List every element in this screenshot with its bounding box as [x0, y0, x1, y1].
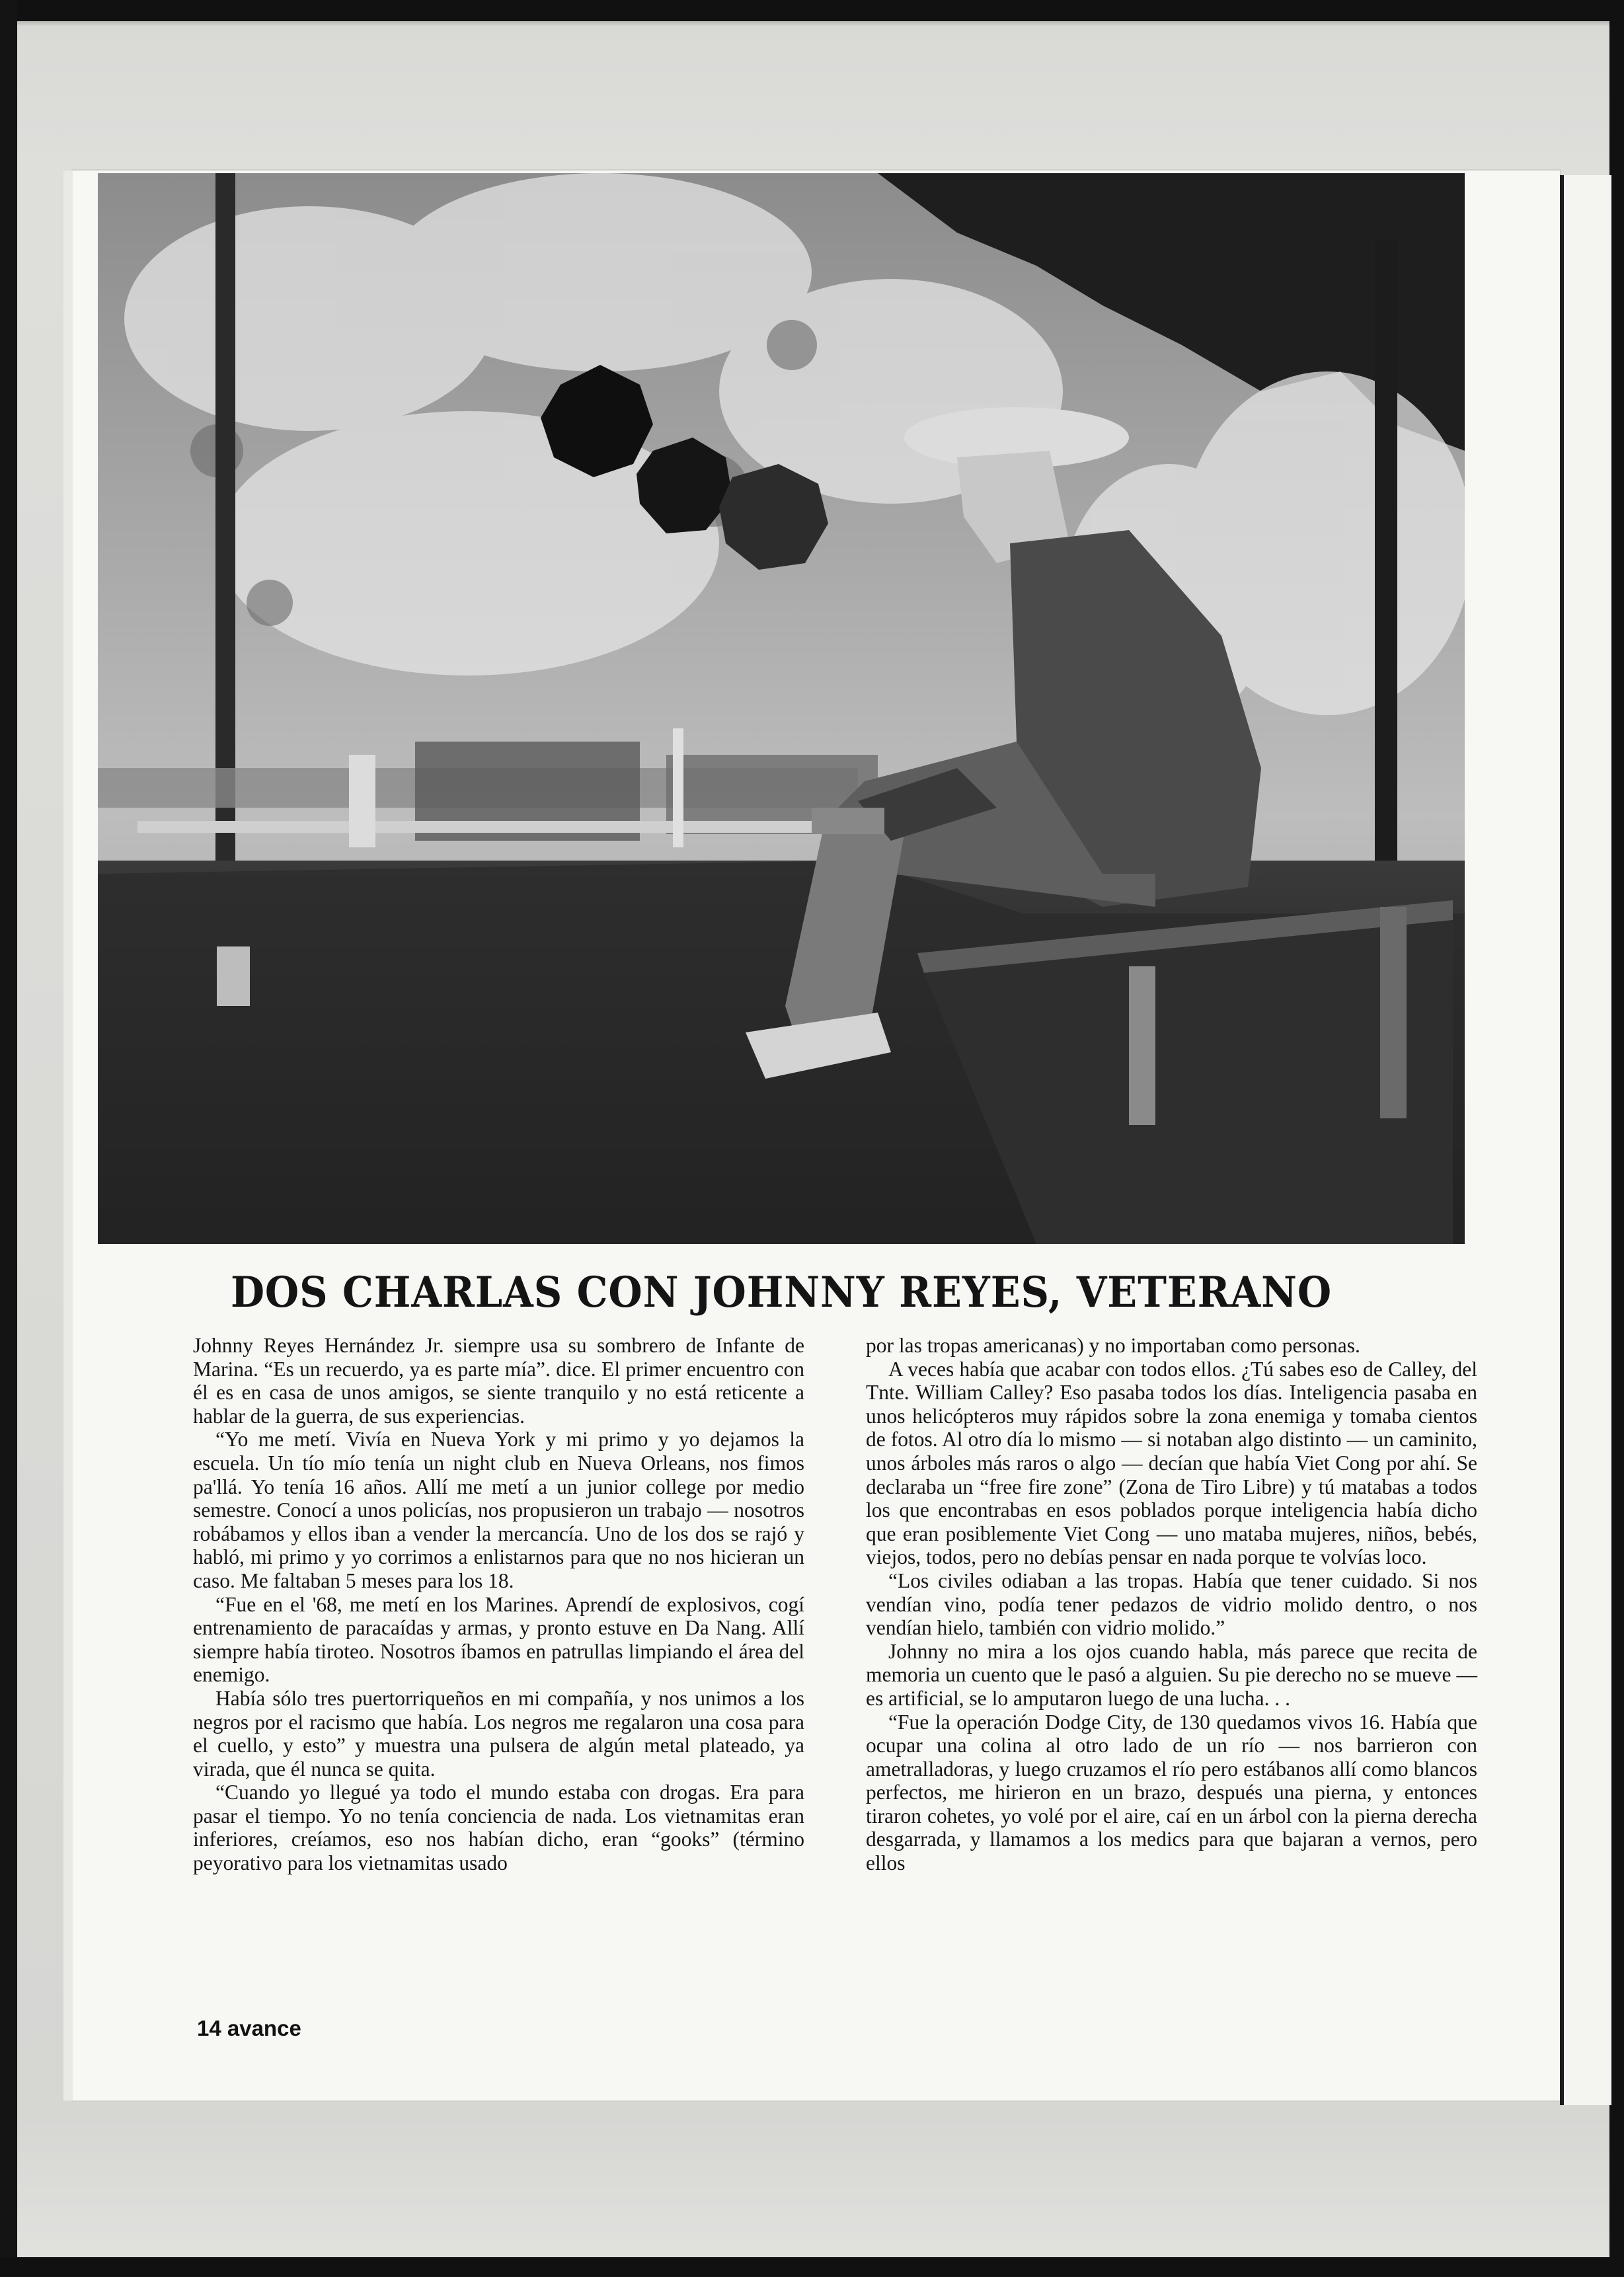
paragraph: “Yo me metí. Vivía en Nueva York y mi primo y yo dejamos la escuela. Un tío mío tenía un night club en Nueva Orleans, nos fimos pa'llá. Yo tenía 16 años. Allí me metí a un junior college por medio semestre. Conocí a unos policías, nos propusieron un trabajo — nosotros robábamos y ellos iban a vender la mercancía. Uno de los dos se rajó y habló, mi primo y yo corrimos a enlistarnos para que no nos hicieran un caso. Me faltaban 5 meses para los 18. [193, 1428, 804, 1592]
article-column-left [193, 1334, 804, 1875]
paragraph: “Cuando yo llegué ya todo el mundo estaba con drogas. Era para pasar el tiempo. Yo no tenía conciencia de nada. Los vietnamitas eran inferiores, creíamos, eso nos habían dicho, eran “gooks” (término peyorativo para los vietnamitas usado [193, 1781, 804, 1875]
article-headline: DOS CHARLAS CON JOHNNY REYES, VETERANO [230, 1268, 1333, 1317]
scan-bottom-edge [0, 2257, 1624, 2277]
scan-left-edge [0, 0, 17, 2277]
paragraph: Johnny no mira a los ojos cuando habla, más parece que recita de memoria un cuento que le pasó a alguien. Su pie derecho no se mueve —es artificial, se lo amputaron luego de una lucha. . . [866, 1639, 1477, 1710]
page-folio: 14 avance [197, 2016, 301, 2040]
negative-photo-of-veteran-on-bench [98, 173, 1465, 1244]
paragraph: “Fue la operación Dodge City, de 130 quedamos vivos 16. Había que ocupar una colina al otro lado de un río — nos barrieron con ametralladoras, y luego cruzamos el río pero estábanos allí como blancos perfectos, me hirieron en un brazo, después una pierna, y entonces tiraron cohetes, yo volé por el aire, caí en un árbol con la pierna derecha desgarrada, y llamamos a los medics para que bajaran a vernos, pero ellos [866, 1710, 1477, 1875]
paragraph: Johnny Reyes Hernández Jr. siempre usa su sombrero de Infante de Marina. “Es un recuerdo, ya es parte mía”. dice. El primer encuentro con él es en casa de unos amigos, se siente tranquilo y no está reticente a hablar de la guerra, de sus experiencias. [193, 1334, 804, 1428]
adjacent-page-edge [1560, 175, 1611, 2105]
article-column-right [866, 1334, 1477, 1875]
paragraph: “Los civiles odiaban a las tropas. Había que tener cuidado. Si nos vendían vino, podía tener pedazos de vidrio molido dentro, o nos vendían hielo, también con vidrio molido.” [866, 1568, 1477, 1640]
paragraph: Había sólo tres puertorriqueños en mi compañía, y nos unimos a los negros por el racismo que había. Los negros me regalaron una cosa para el cuello, y esto” y muestra una pulsera de algún metal plateado, ya virada, que él nunca se quita. [193, 1686, 804, 1781]
scan-right-edge [1609, 0, 1624, 2277]
paragraph: A veces había que acabar con todos ellos. ¿Tú sabes eso de Calley, del Tnte. William Calley? Eso pasaba todos los días. Inteligencia pasaba en unos helicópteros muy rápidos sobre la zona enemiga y tomaba cientos de fotos. Al otro día lo mismo — si notaban algo distinto — un caminito, unos árboles más raros o algo — decían que había Viet Cong por ahí. Se declaraba un “free fire zone” (Zona de Tiro Libre) y tú matabas a todos los que encontrabas en esos poblados porque inteligencia había dicho que eran posiblemente Viet Cong — uno mataba mujeres, niños, bebés, viejos, todos, pero no debías pensar en nada porque te volvías loco. [866, 1357, 1477, 1569]
scan-top-edge [0, 0, 1624, 21]
article-photo [98, 173, 1465, 1244]
paragraph: por las tropas americanas) y no importaban como personas. [866, 1334, 1360, 1357]
paragraph: “Fue en el '68, me metí en los Marines. Aprendí de explosivos, cogí entrenamiento de paracaídas y armas, y pronto estuve en Da Nang. Allí siempre había tiroteo. Nosotros íbamos en patrullas limpiando el área del enemigo. [193, 1592, 804, 1687]
